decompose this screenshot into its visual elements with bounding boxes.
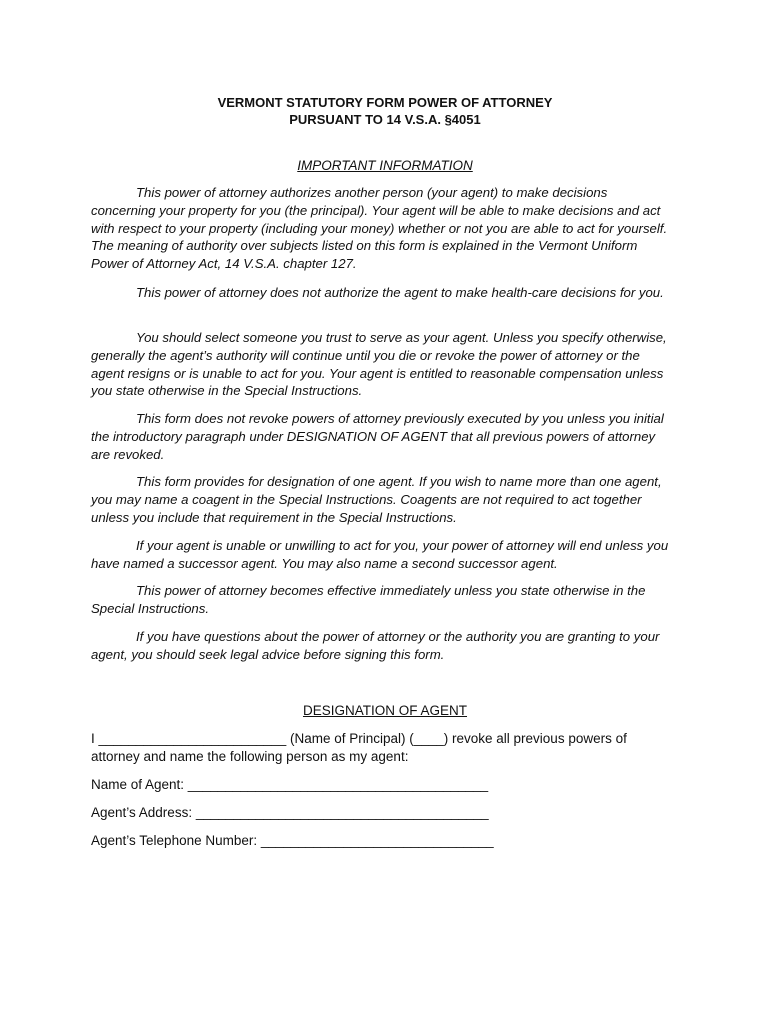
agent-name-field: Name of Agent: ________________________________________ [91,777,489,792]
paragraph-coagent: This form provides for designation of one agent. If you wish to name more than one agent, you may name a coagent in the Special Instructions. Coagents are not required to act together unless you include that requirement in the Special Instructions. [91,474,662,525]
paragraph-successor-agent: If your agent is unable or unwilling to act for you, your power of attorney will end unless you have named a successor agent. You may also name a second successor agent. [91,538,669,571]
designation-statement: I _________________________ (Name of Principal) (____) revoke all previous powers of attorney and name the following person as my agent: [91,731,627,764]
agent-address-field: Agent’s Address: _______________________________________ [91,805,489,820]
paragraph-health-care: This power of attorney does not authorize the agent to make health-care decisions for you. [136,285,664,300]
important-information-heading: IMPORTANT INFORMATION [297,158,473,173]
paragraph-authorization: This power of attorney authorizes another person (your agent) to make decisions concerning your property for you (the principal). Your agent will be able to make decisions and act with respect to your property (including your money) whether or not you are able to act for yourself. The meaning of authority over subjects listed on this form is explained in the Vermont Uniform Power of Attorney Act, 14 V.S.A. chapter 127. [91,185,668,272]
document-title-line-1: VERMONT STATUTORY FORM POWER OF ATTORNEY [217,95,553,110]
designation-of-agent-heading: DESIGNATION OF AGENT [302,703,468,718]
agent-telephone-field: Agent’s Telephone Number: _______________________________ [91,833,494,848]
paragraph-legal-advice: If you have questions about the power of attorney or the authority you are granting to your agent, you should seek legal advice before signing this form. [91,629,660,662]
paragraph-revocation: This form does not revoke powers of attorney previously executed by you unless you initial the introductory paragraph under DESIGNATION OF AGENT that all previous powers of attorney are revoked. [91,411,664,462]
paragraph-effective: This power of attorney becomes effective immediately unless you state otherwise in the Special Instructions. [91,583,646,616]
paragraph-select-agent: You should select someone you trust to serve as your agent. Unless you specify otherwise, generally the agent’s authority will continue until you die or revoke the power of attorney or the agent resigns or is unable to act for you. Your agent is entitled to reasonable compensation unless you state otherwise in the Special Instructions. [91,330,667,399]
document-title-line-2: PURSUANT TO 14 V.S.A. §4051 [289,112,481,127]
